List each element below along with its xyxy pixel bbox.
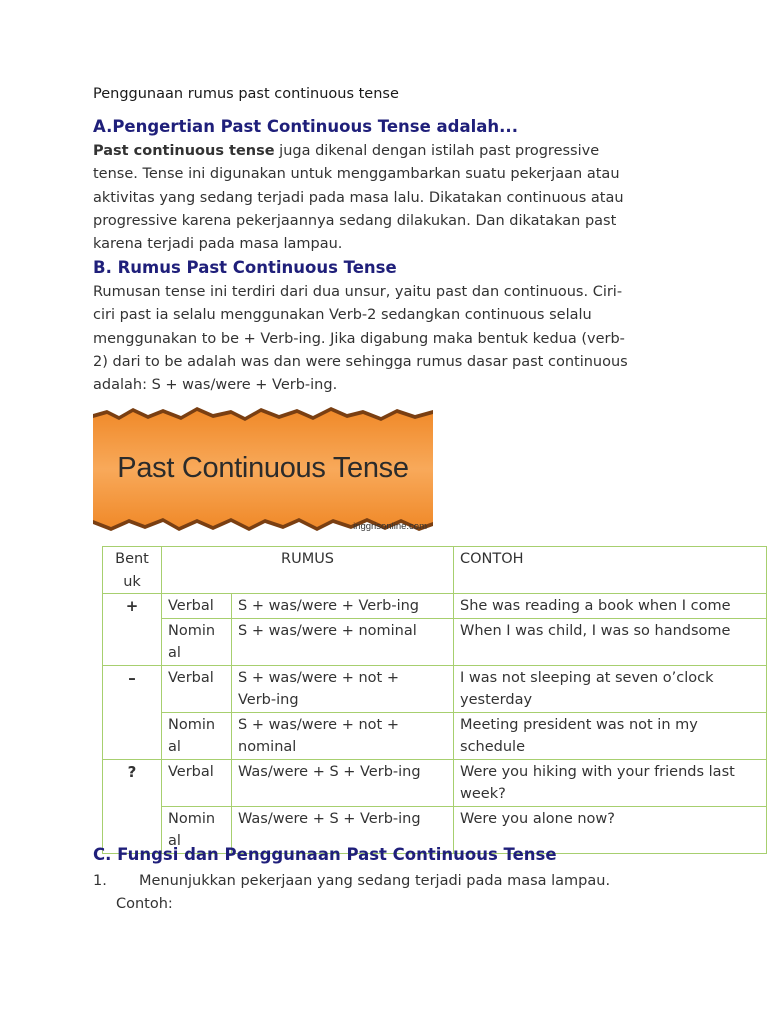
- rumus-cell: S + was/were + nominal: [232, 618, 454, 665]
- type-cell: Verbal: [162, 665, 232, 712]
- contoh-cell: Meeting president was not in my schedule: [454, 712, 767, 759]
- paragraph-line: Past continuous tense juga dikenal dengan istilah past progressive: [93, 143, 600, 159]
- list-text: Menunjukkan pekerjaan yang sedang terjadi pada masa lampau.: [139, 873, 611, 889]
- contoh-cell: Were you hiking with your friends last week?: [454, 759, 767, 806]
- heading-section-b: B. Rumus Past Continuous Tense: [93, 258, 397, 277]
- paragraph-line: aktivitas yang sedang terjadi pada masa lalu. Dikatakan continuous atau: [93, 189, 624, 206]
- paragraph-section-b: [93, 281, 673, 397]
- bentuk-symbol-question: ?: [103, 759, 162, 853]
- contoh-cell: I was not sleeping at seven o’clock yesterday: [454, 665, 767, 712]
- list-number: 1.: [93, 873, 107, 889]
- paragraph-line: menggunakan to be + Verb-ing. Jika digabung maka bentuk kedua (verb-: [93, 330, 625, 347]
- header-contoh: CONTOH: [454, 547, 767, 594]
- heading-section-a: A.Pengertian Past Continuous Tense adalah...: [93, 117, 518, 136]
- paragraph-line: tense. Tense ini digunakan untuk menggambarkan suatu pekerjaan atau: [93, 166, 620, 183]
- contoh-cell: When I was child, I was so handsome: [454, 618, 767, 665]
- list-item: [93, 870, 693, 893]
- contoh-cell: She was reading a book when I come: [454, 594, 767, 619]
- bentuk-symbol-negative: –: [103, 665, 162, 759]
- paragraph-line: progressive karena pekerjaannya sedang dilakukan. Dan dikatakan past: [93, 212, 617, 229]
- table-header-row: [103, 547, 767, 594]
- rumus-table: [102, 546, 767, 854]
- paragraph-line: adalah: S + was/were + Verb-ing.: [93, 377, 338, 394]
- paragraph-line: Rumusan tense ini terdiri dari dua unsur, yaitu past dan continuous. Ciri-: [93, 284, 623, 300]
- document-title: Penggunaan rumus past continuous tense: [93, 86, 399, 102]
- contoh-cell: Were you alone now?: [454, 806, 767, 853]
- table-row: [103, 712, 767, 759]
- table-row: [103, 665, 767, 712]
- type-cell: Nomin al: [162, 712, 232, 759]
- type-cell: Verbal: [162, 594, 232, 619]
- rumus-cell: Was/were + S + Verb-ing: [232, 806, 454, 853]
- type-cell: Verbal: [162, 759, 232, 806]
- header-rumus: RUMUS: [162, 547, 454, 594]
- fungsi-list: [93, 870, 693, 893]
- banner-title: Past Continuous Tense: [117, 452, 409, 484]
- table-row: [103, 594, 767, 619]
- bentuk-symbol-positive: +: [103, 594, 162, 666]
- header-bentuk: Bent uk: [103, 547, 162, 594]
- bold-term: Past continuous tense: [93, 143, 275, 159]
- rumus-cell: S + was/were + not + nominal: [232, 712, 454, 759]
- type-cell: Nomin al: [162, 806, 232, 853]
- table-row: [103, 618, 767, 665]
- rumus-cell: Was/were + S + Verb-ing: [232, 759, 454, 806]
- paragraph-line: 2) dari to be adalah was dan were sehingga rumus dasar past continuous: [93, 353, 628, 370]
- rumus-cell: S + was/were + not + Verb-ing: [232, 665, 454, 712]
- paragraph-line: ciri past ia selalu menggunakan Verb-2 sedangkan continuous selalu: [93, 307, 592, 324]
- type-cell: Nomin al: [162, 618, 232, 665]
- rumus-cell: S + was/were + Verb-ing: [232, 594, 454, 619]
- banner-credit: inggrisonline.com: [353, 521, 427, 532]
- contoh-label: Contoh:: [116, 896, 173, 912]
- table-row: [103, 759, 767, 806]
- paragraph-line: karena terjadi pada masa lampau.: [93, 236, 343, 253]
- heading-section-c: C. Fungsi dan Penggunaan Past Continuous Tense: [93, 845, 557, 864]
- paragraph-section-a: [93, 140, 673, 256]
- past-continuous-banner-image: [93, 404, 433, 534]
